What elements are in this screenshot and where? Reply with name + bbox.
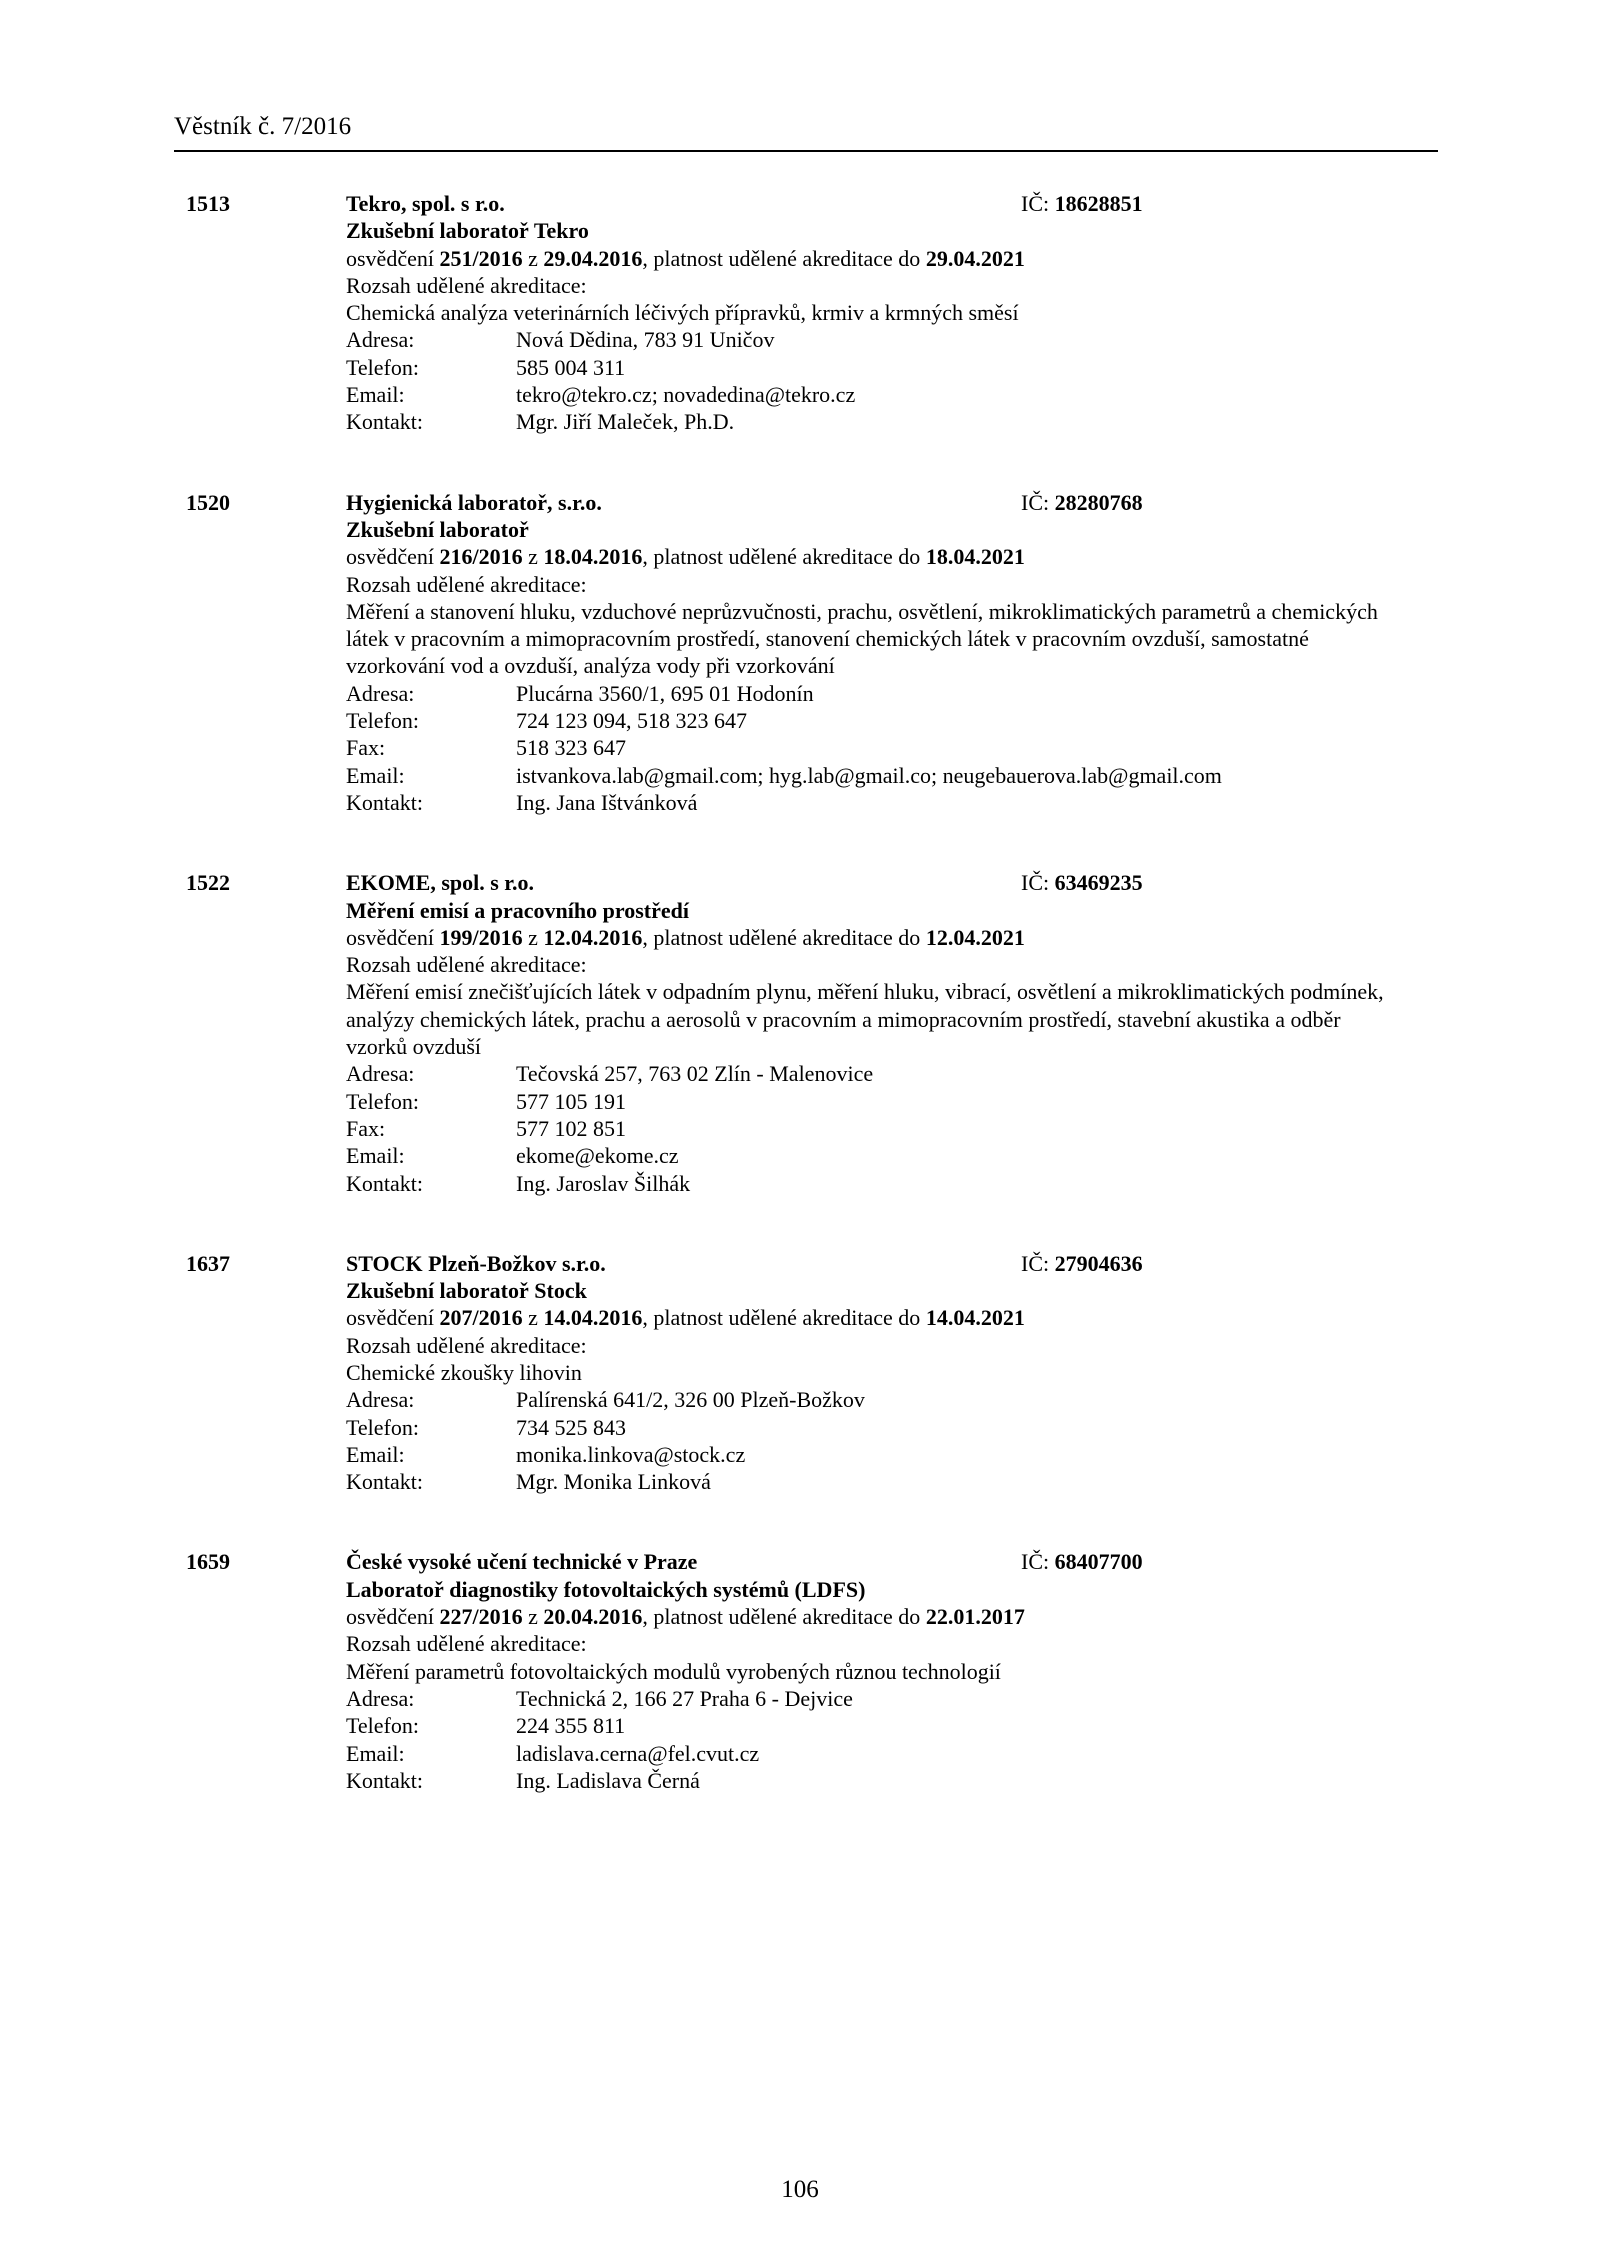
entry-number: 1659	[186, 1549, 230, 1575]
certificate-date: 20.04.2016	[543, 1604, 643, 1630]
contact-row: Kontakt: Ing. Jaroslav Šilhák	[346, 1170, 691, 1196]
address-value: Palírenská 641/2, 326 00 Plzeň-Božkov	[516, 1387, 865, 1413]
address-value: Nová Dědina, 783 91 Uničov	[516, 327, 775, 353]
ic-field	[1021, 1548, 1143, 1575]
scope-text: Chemické zkoušky lihovin	[346, 1359, 582, 1385]
entry	[0, 869, 1600, 1197]
company-name: Tekro, spol. s r.o.	[346, 191, 505, 216]
certificate-line: osvědčení 207/2016 z 14.04.2016, platnost udělené akreditace do 14.04.2021	[346, 1305, 1025, 1331]
email-row: Email: ekome@ekome.cz	[346, 1143, 679, 1169]
lab-name: Zkušební laboratoř Stock	[346, 1278, 587, 1304]
ic-field	[1021, 869, 1143, 896]
email-value: istvankova.lab@gmail.com; hyg.lab@gmail.co; neugebauerova.lab@gmail.com	[516, 762, 1222, 788]
scope-text: Měření a stanovení hluku, vzduchové neprůzvučnosti, prachu, osvětlení, mikroklimatických parametrů a chemických látek v pracovním a mimopracovním prostředí, stanovení chemických látek v pracovním ovzduší, samostatné vzorkování vod a ovzduší, analýza vody při vzorkování	[346, 598, 1378, 679]
fax-row: Fax: 577 102 851	[346, 1115, 626, 1141]
entry-body	[346, 1250, 1406, 1496]
certificate-number: 227/2016	[439, 1604, 523, 1630]
fax-value: 577 102 851	[516, 1115, 626, 1141]
email-row: Email: ladislava.cerna@fel.cvut.cz	[346, 1740, 760, 1766]
bulletin-title: Věstník č. 7/2016	[174, 113, 352, 140]
fax-value: 518 323 647	[516, 735, 626, 761]
email-value: ladislava.cerna@fel.cvut.cz	[516, 1740, 760, 1766]
entry-number: 1520	[186, 489, 230, 515]
email-value: monika.linkova@stock.cz	[516, 1441, 746, 1467]
lab-name: Zkušební laboratoř Tekro	[346, 218, 589, 244]
phone-value: 577 105 191	[516, 1088, 626, 1114]
phone-row: Telefon: 724 123 094, 518 323 647	[346, 708, 747, 734]
certificate-date: 18.04.2016	[543, 544, 643, 570]
contact-value: Ing. Ladislava Černá	[516, 1767, 700, 1793]
contact-row: Kontakt: Ing. Ladislava Černá	[346, 1767, 700, 1793]
entry-number: 1637	[186, 1250, 230, 1276]
certificate-date: 14.04.2016	[543, 1305, 643, 1331]
ic-label: IČ:	[1021, 1549, 1050, 1575]
scope-label: Rozsah udělené akreditace:	[346, 571, 587, 597]
email-row: Email: monika.linkova@stock.cz	[346, 1441, 746, 1467]
ic-label: IČ:	[1021, 489, 1050, 515]
address-row: Adresa: Nová Dědina, 783 91 Uničov	[346, 327, 775, 353]
scope-label: Rozsah udělené akreditace:	[346, 1631, 587, 1657]
phone-value: 734 525 843	[516, 1414, 626, 1440]
page-number: 106	[781, 2176, 819, 2203]
company-name: STOCK Plzeň-Božkov s.r.o.	[346, 1250, 606, 1276]
scope-label: Rozsah udělené akreditace:	[346, 272, 587, 298]
entry	[0, 489, 1600, 817]
address-row: Adresa: Plucárna 3560/1, 695 01 Hodonín	[346, 680, 814, 706]
ic-label: IČ:	[1021, 1250, 1050, 1276]
company-name: Hygienická laboratoř, s.r.o.	[346, 489, 602, 515]
scope-text: Měření emisí znečišťujících látek v odpadním plynu, měření hluku, vibrací, osvětlení a mikroklimatických podmínek, analýzy chemických látek, prachu a aerosolů v pracovním a mimopracovním prostředí, stavební akustika a odběr vzorků ovzduší	[346, 979, 1384, 1060]
address-value: Plucárna 3560/1, 695 01 Hodonín	[516, 680, 814, 706]
contact-value: Ing. Jana Ištvánková	[516, 789, 698, 815]
phone-value: 224 355 811	[516, 1713, 626, 1739]
ic-field	[1021, 190, 1143, 217]
phone-value: 585 004 311	[516, 354, 626, 380]
certificate-number: 251/2016	[439, 245, 523, 271]
phone-row: Telefon: 585 004 311	[346, 354, 626, 380]
phone-row: Telefon: 224 355 811	[346, 1713, 626, 1739]
phone-row: Telefon: 577 105 191	[346, 1088, 626, 1114]
entry-body	[346, 489, 1406, 817]
ic-value: 28280768	[1054, 489, 1143, 515]
ic-value: 68407700	[1054, 1549, 1143, 1575]
certificate-date: 29.04.2016	[543, 245, 643, 271]
valid-to-date: 14.04.2021	[925, 1305, 1025, 1331]
company-name: EKOME, spol. s r.o.	[346, 870, 535, 896]
ic-label: IČ:	[1021, 870, 1050, 896]
certificate-line: osvědčení 199/2016 z 12.04.2016, platnost udělené akreditace do 12.04.2021	[346, 924, 1025, 950]
contact-value: Mgr. Jiří Maleček, Ph.D.	[516, 409, 735, 435]
address-row: Adresa: Palírenská 641/2, 326 00 Plzeň-Božkov	[346, 1387, 865, 1413]
certificate-number: 207/2016	[439, 1305, 523, 1331]
certificate-number: 216/2016	[439, 544, 523, 570]
ic-label: IČ:	[1021, 191, 1050, 216]
entry-number: 1513	[186, 191, 230, 216]
entries-list	[0, 190, 1600, 1847]
entry	[0, 190, 1600, 436]
contact-value: Mgr. Monika Linková	[516, 1469, 711, 1495]
ic-value: 27904636	[1054, 1250, 1143, 1276]
contact-row: Kontakt: Mgr. Jiří Maleček, Ph.D.	[346, 409, 735, 435]
email-value: tekro@tekro.cz; novadedina@tekro.cz	[516, 382, 856, 408]
lab-name: Laboratoř diagnostiky fotovoltaických systémů (LDFS)	[346, 1576, 866, 1602]
ic-field	[1021, 1250, 1143, 1277]
fax-row: Fax: 518 323 647	[346, 735, 626, 761]
valid-to-date: 18.04.2021	[925, 544, 1025, 570]
ic-value: 18628851	[1054, 191, 1143, 216]
valid-to-date: 12.04.2021	[925, 924, 1025, 950]
email-row: Email: istvankova.lab@gmail.com; hyg.lab@gmail.co; neugebauerova.lab@gmail.com	[346, 762, 1222, 788]
certificate-line: osvědčení 227/2016 z 20.04.2016, platnost udělené akreditace do 22.01.2017	[346, 1604, 1025, 1630]
entry-body	[346, 869, 1406, 1197]
certificate-line: osvědčení 216/2016 z 18.04.2016, platnost udělené akreditace do 18.04.2021	[346, 544, 1025, 570]
lab-name: Zkušební laboratoř	[346, 516, 529, 542]
scope-text: Měření parametrů fotovoltaických modulů vyrobených různou technologií	[346, 1658, 1001, 1684]
phone-row: Telefon: 734 525 843	[346, 1414, 626, 1440]
scope-label: Rozsah udělené akreditace:	[346, 952, 587, 978]
ic-field	[1021, 489, 1143, 516]
lab-name: Měření emisí a pracovního prostředí	[346, 897, 689, 923]
phone-value: 724 123 094, 518 323 647	[516, 708, 747, 734]
contact-value: Ing. Jaroslav Šilhák	[516, 1170, 691, 1196]
email-row: Email: tekro@tekro.cz; novadedina@tekro.cz	[346, 382, 856, 408]
entry-body	[346, 1548, 1406, 1794]
entry-number: 1522	[186, 870, 230, 896]
email-value: ekome@ekome.cz	[516, 1143, 679, 1169]
valid-to-date: 29.04.2021	[925, 245, 1025, 271]
page-header	[174, 112, 1438, 152]
certificate-date: 12.04.2016	[543, 924, 643, 950]
address-value: Technická 2, 166 27 Praha 6 - Dejvice	[516, 1685, 853, 1711]
valid-to-date: 22.01.2017	[925, 1604, 1025, 1630]
entry-body	[346, 190, 1406, 436]
ic-value: 63469235	[1054, 870, 1143, 896]
scope-text: Chemická analýza veterinárních léčivých přípravků, krmiv a krmných směsí	[346, 300, 1019, 326]
address-value: Tečovská 257, 763 02 Zlín - Malenovice	[516, 1061, 874, 1087]
entry	[0, 1250, 1600, 1496]
certificate-line: osvědčení 251/2016 z 29.04.2016, platnost udělené akreditace do 29.04.2021	[346, 245, 1025, 271]
company-name: České vysoké učení technické v Praze	[346, 1549, 698, 1575]
address-row: Adresa: Technická 2, 166 27 Praha 6 - Dejvice	[346, 1685, 853, 1711]
scope-label: Rozsah udělené akreditace:	[346, 1332, 587, 1358]
address-row: Adresa: Tečovská 257, 763 02 Zlín - Malenovice	[346, 1061, 874, 1087]
contact-row: Kontakt: Mgr. Monika Linková	[346, 1469, 711, 1495]
certificate-number: 199/2016	[439, 924, 523, 950]
contact-row: Kontakt: Ing. Jana Ištvánková	[346, 789, 698, 815]
entry	[0, 1548, 1600, 1794]
